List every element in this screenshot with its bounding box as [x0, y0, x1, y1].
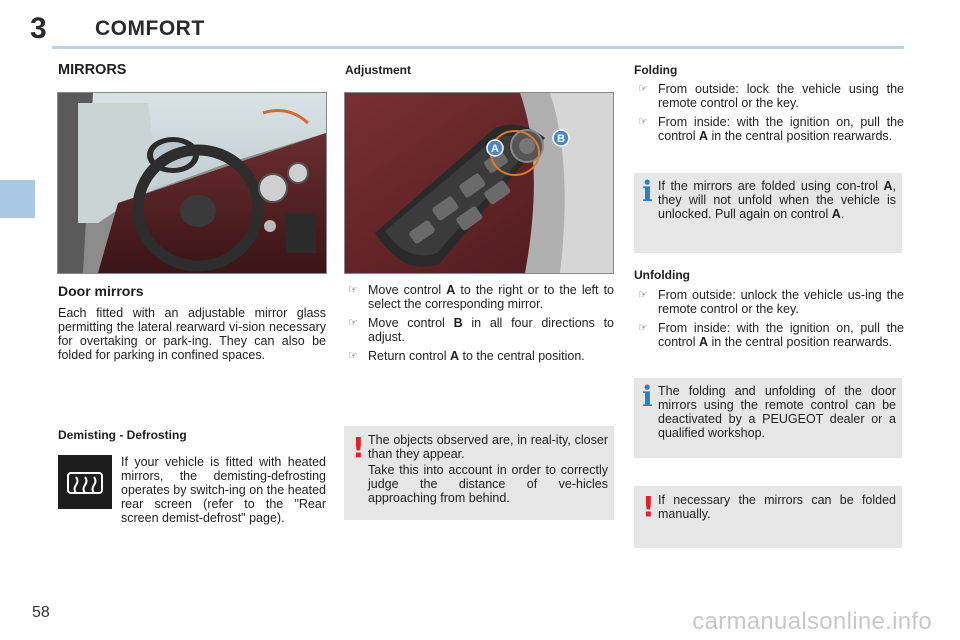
warning-text-2: Take this into account in order to correctly judge the distance of ve-hicles approaching from behind.: [368, 463, 608, 505]
chapter-tab: [0, 180, 35, 218]
watermark: carmanualsonline.info: [692, 608, 932, 635]
unfolding-list: [634, 288, 904, 354]
unfolding-title: Unfolding: [634, 268, 690, 282]
unfolding-item: ☞ From outside: unlock the vehicle us-ing the remote control or the key.: [638, 288, 904, 316]
header-rule: [52, 46, 904, 49]
info-text-1: If the mirrors are folded using con-trol A, they will not unfold when the vehicle is unlocked. Pull again on control A.: [658, 179, 896, 221]
pointing-hand-icon: ☞: [348, 317, 358, 329]
info-note-folded: [634, 173, 902, 253]
section-title: MIRRORS: [58, 62, 127, 78]
info-icon: i: [642, 175, 653, 208]
warning-text-3: If necessary the mirrors can be folded manually.: [658, 493, 896, 521]
pointing-hand-icon: ☞: [638, 83, 648, 95]
pointing-hand-icon: ☞: [348, 350, 358, 362]
warning-text-1: The objects observed are, in real-ity, closer than they appear.: [368, 433, 608, 461]
folding-title: Folding: [634, 63, 678, 77]
folding-item: ☞ From outside: lock the vehicle using the remote control or the key.: [638, 82, 904, 110]
door-mirrors-text: Each fitted with an adjustable mirror glass permitting the lateral rearward vi-sion necessary for overtaking or park-ing. They can also be folded for parking in confined spaces.: [58, 306, 326, 362]
pointing-hand-icon: ☞: [638, 289, 648, 301]
warning-note-manual: [634, 486, 902, 548]
folding-list: [634, 82, 904, 148]
warning-icon: !: [642, 490, 655, 523]
label-a: A: [491, 143, 499, 155]
pointing-hand-icon: ☞: [638, 322, 648, 334]
door-control-photo: [344, 92, 614, 274]
adjustment-list: [344, 283, 614, 368]
page-number: 58: [32, 604, 50, 621]
info-icon: i: [642, 380, 653, 413]
folding-item: ☞ From inside: with the ignition on, pull the control A in the central position rearwards.: [638, 115, 904, 143]
adjustment-title: Adjustment: [345, 63, 411, 77]
warning-note-distance: [344, 426, 614, 520]
pointing-hand-icon: ☞: [638, 116, 648, 128]
label-b: B: [557, 133, 565, 145]
warning-icon: !: [352, 431, 365, 464]
dashboard-photo: [57, 92, 327, 274]
dashboard-illustration: [58, 93, 326, 273]
adjustment-item: ☞ Move control B in all four directions to adjust.: [348, 316, 615, 344]
adjustment-item: ☞ Move control A to the right or to the left to select the corresponding mirror.: [348, 283, 614, 311]
chapter-title: COMFORT: [95, 17, 205, 40]
mirror-defrost-icon: [58, 455, 112, 509]
door-mirrors-title: Door mirrors: [58, 283, 144, 299]
pointing-hand-icon: ☞: [348, 284, 358, 296]
chapter-number: 3: [30, 12, 47, 45]
unfolding-item: ☞ From inside: with the ignition on, pull the control A in the central position rearwards.: [638, 321, 904, 349]
demisting-title: Demisting - Defrosting: [58, 428, 187, 442]
demisting-text: If your vehicle is fitted with heated mirrors, the demisting-defrosting operates by switch-ing on the heated rear screen (refer to the "Rear screen demist-defrost" page).: [121, 455, 326, 525]
info-note-deactivation: [634, 378, 902, 458]
info-text-2: The folding and unfolding of the door mirrors using the remote control can be deactivated by a PEUGEOT dealer or a qualified workshop.: [658, 384, 896, 440]
adjustment-item: ☞ Return control A to the central position.: [348, 349, 585, 363]
door-control-illustration: [345, 93, 613, 273]
